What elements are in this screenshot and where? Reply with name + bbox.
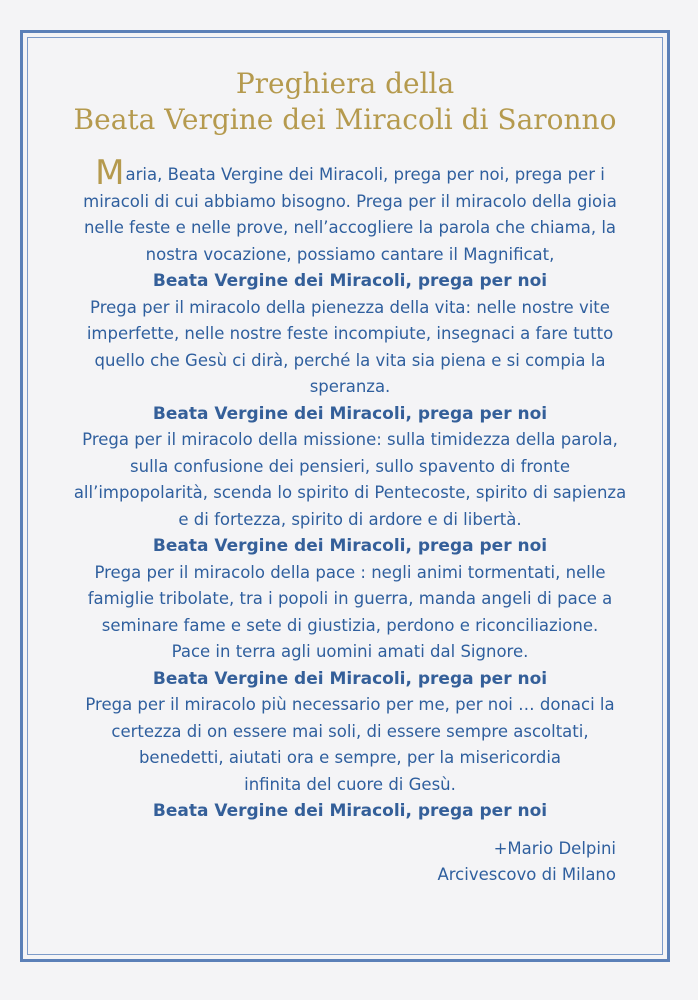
stanza-2-line-4: speranza.	[309, 377, 391, 396]
stanza-5-line-3: benedetti, aiutati ora e sempre, per la misericordia	[138, 748, 562, 767]
stanza-5-line-4: infinita del cuore di Gesù.	[244, 774, 456, 794]
stanza-3-line-4: e di fortezza, spirito di ardore e di libertà.	[178, 509, 522, 529]
title-line-2: Beata Vergine dei Miracoli di Saronno	[73, 103, 617, 136]
signature-role: Arcivescovo di Milano	[437, 865, 616, 884]
stanza-3-line-1: Prega per il miracolo della missione: sulla timidezza della parola,	[82, 430, 618, 449]
stanza-3-line-2: sulla confusione dei pensieri, sullo spavento di fronte	[130, 456, 570, 476]
refrain-3: Beata Vergine dei Miracoli, prega per noi	[152, 536, 548, 556]
stanza-1-line-1-text: aria, Beata Vergine dei Miracoli, prega per noi, prega per i	[125, 165, 605, 184]
stanza-1-line-3: nelle feste e nelle prove, nell’accogliere la parola che chiama, la	[83, 218, 617, 237]
stanza-2-line-1: Prega per il miracolo della pienezza della vita: nelle nostre vite	[90, 297, 610, 317]
refrain-5: Beata Vergine dei Miracoli, prega per noi	[152, 801, 548, 821]
prayer-body	[55, 153, 645, 825]
stanza-4-line-4: Pace in terra agli uomini amati dal Signore.	[171, 642, 529, 661]
refrain-4: Beata Vergine dei Miracoli, prega per noi	[152, 668, 548, 689]
stanza-4-line-1: Prega per il miracolo della pace : negli animi tormentati, nelle	[94, 562, 606, 582]
drop-cap: M	[95, 153, 125, 193]
stanza-1-line-4: nostra vocazione, possiamo cantare il Magnificat,	[145, 244, 555, 264]
stanza-3-line-3: all’impopolarità, scenda lo spirito di Pentecoste, spirito di sapienza	[73, 483, 627, 502]
stanza-1-line-2: miracoli di cui abbiamo bisogno. Prega per il miracolo della gioia	[83, 191, 617, 211]
stanza-5-line-2: certezza di on essere mai soli, di essere sempre ascoltati,	[111, 721, 589, 741]
refrain-1: Beata Vergine dei Miracoli, prega per noi	[152, 271, 548, 291]
title-line-1: Preghiera della	[235, 67, 455, 100]
stanza-1-line-1	[55, 153, 645, 193]
stanza-4-line-3: seminare fame e sete di giustizia, perdono e riconciliazione.	[101, 615, 599, 635]
signature-name: +Mario Delpini	[493, 839, 616, 858]
refrain-2: Beata Vergine dei Miracoli, prega per noi	[152, 403, 548, 424]
stanza-5-line-1: Prega per il miracolo più necessario per me, per noi … donaci la	[85, 695, 615, 714]
stanza-4-line-2: famiglie tribolate, tra i popoli in guerra, manda angeli di pace a	[87, 589, 613, 608]
stanza-2-line-3: quello che Gesù ci dirà, perché la vita sia piena e si compia la	[94, 350, 606, 370]
stanza-2-line-2: imperfette, nelle nostre feste incompiute, insegnaci a fare tutto	[86, 324, 614, 343]
